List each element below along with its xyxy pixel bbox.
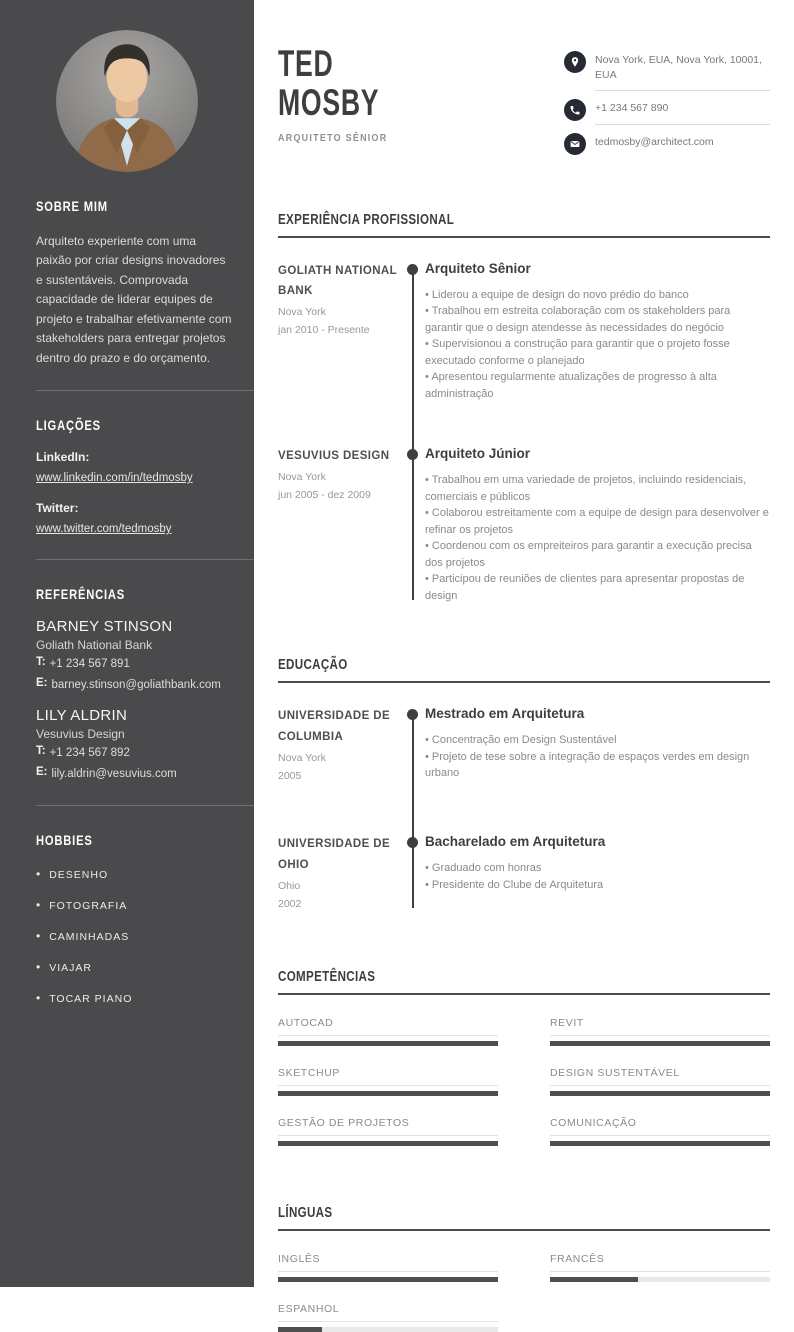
skill-bar: [550, 1041, 770, 1046]
page-title: [278, 44, 419, 122]
contact-row-email: [564, 132, 770, 158]
experience-timeline: [278, 261, 770, 605]
contact-row-phone: [564, 98, 770, 125]
reference-company: Goliath National Bank: [36, 638, 153, 653]
header: [278, 44, 770, 165]
reference-email-row: [36, 677, 232, 694]
hobby-item: • TOCAR PIANO: [36, 991, 232, 1005]
job-bullet: • Liderou a equipe de design do novo prédio do banco: [425, 287, 770, 304]
skill-bar: [550, 1091, 770, 1096]
education-degree: Mestrado em Arquitetura: [425, 706, 585, 722]
reference-item: [36, 707, 232, 782]
job-bullet: • Apresentou regularmente atualizações de progresso à alta administração: [425, 369, 770, 402]
education-heading-rule: [278, 656, 770, 683]
skills-section: [278, 968, 770, 1146]
name-line-1: TED: [278, 43, 334, 84]
job-bullet: • Coordenou com os empreiteiros para garantir a execução precisa dos projetos: [425, 538, 770, 571]
skill-bar-fill: [550, 1041, 770, 1046]
education-timeline: [278, 706, 770, 912]
job-bullet: • Participou de reuniões de clientes para apresentar propostas de design: [425, 571, 770, 604]
hobbies-heading: HOBBIES: [36, 831, 93, 848]
skills-heading-rule: [278, 968, 770, 995]
skill-bar-fill: [278, 1141, 498, 1146]
contact-row-address: [564, 50, 770, 91]
email-icon: [564, 133, 586, 155]
language-bar: [278, 1327, 498, 1332]
contact-list: [564, 50, 770, 165]
hobby-item: • CAMINHADAS: [36, 929, 232, 943]
main-column: [254, 0, 794, 1316]
contact-address: Nova York, EUA, Nova York, 10001, EUA: [595, 50, 770, 91]
reference-item: [36, 618, 232, 693]
job-bullet-list: [425, 472, 770, 604]
education-bullet: • Concentração em Design Sustentável: [425, 732, 770, 749]
reference-phone: +1 234 567 892: [49, 747, 130, 760]
reference-name: LILY ALDRIN: [36, 707, 128, 725]
skill-bar: [550, 1141, 770, 1146]
job-details: [425, 446, 770, 604]
education-info: [278, 706, 425, 784]
language-bar: [550, 1277, 770, 1282]
job-company: GOLIATH NATIONAL BANK: [278, 264, 397, 298]
education-entry: [278, 706, 770, 784]
twitter-link[interactable]: www.twitter.com/tedmosby: [36, 523, 172, 536]
reference-email: lily.aldrin@vesuvius.com: [51, 768, 177, 781]
education-location: Ohio: [278, 879, 301, 892]
job-dates: jan 2010 - Presente: [278, 324, 370, 337]
contact-email: tedmosby@architect.com: [595, 136, 714, 149]
skill-label: AUTOCAD: [278, 1017, 498, 1036]
reference-company: Vesuvius Design: [36, 727, 125, 742]
skill-item: [550, 1067, 770, 1096]
education-bullet-list: [425, 732, 770, 782]
education-heading: EDUCAÇÃO: [278, 657, 348, 674]
reference-phone: +1 234 567 891: [49, 658, 130, 671]
skill-item: [278, 1117, 498, 1146]
connections-section: [36, 391, 254, 537]
professional-title: ARQUITETO SÊNIOR: [278, 132, 388, 145]
hobby-list: [36, 867, 232, 1005]
skill-item: [550, 1017, 770, 1046]
reference-phone-row: [36, 656, 232, 673]
connections-heading: LIGAÇÕES: [36, 417, 101, 434]
skill-item: [278, 1067, 498, 1096]
education-entry: [278, 834, 770, 912]
reference-email: barney.stinson@goliathbank.com: [51, 678, 221, 691]
sidebar: [0, 0, 254, 1287]
job-info: [278, 446, 425, 604]
education-bullet: • Presidente do Clube de Arquitetura: [425, 877, 770, 894]
job-bullet: • Trabalhou em estreita colaboração com os stakeholders para garantir que o design atendesse às necessidades do negócio: [425, 303, 770, 336]
timeline-dot: [407, 264, 418, 275]
linkedin-link[interactable]: www.linkedin.com/in/tedmosby: [36, 472, 193, 485]
education-section: [278, 656, 770, 912]
languages-heading: LÍNGUAS: [278, 1205, 333, 1222]
experience-heading-rule: [278, 211, 770, 238]
education-location: Nova York: [278, 751, 326, 764]
job-bullet: • Colaborou estreitamente com a equipe de design para desenvolver e refinar os projetos: [425, 505, 770, 538]
education-info: [278, 834, 425, 912]
job-title: Arquiteto Sênior: [425, 260, 531, 276]
skills-heading: COMPETÊNCIAS: [278, 969, 376, 986]
skill-bar-fill: [278, 1091, 498, 1096]
job-location: Nova York: [278, 470, 326, 483]
education-year: 2005: [278, 769, 302, 782]
education-school: UNIVERSIDADE DE COLUMBIA: [278, 710, 391, 743]
skill-label: COMUNICAÇÃO: [550, 1117, 770, 1136]
job-title: Arquiteto Júnior: [425, 446, 530, 462]
education-degree: Bacharelado em Arquitetura: [425, 834, 606, 850]
language-item: [278, 1303, 498, 1332]
education-details: [425, 834, 770, 912]
skill-label: DESIGN SUSTENTÁVEL: [550, 1067, 770, 1086]
hobbies-section: [36, 806, 254, 1005]
language-bar-fill: [550, 1277, 638, 1282]
job-bullet-list: [425, 287, 770, 403]
reference-phone-row: [36, 745, 232, 762]
job-info: [278, 261, 425, 403]
phone-label: T:: [36, 656, 46, 669]
skill-bar: [278, 1041, 498, 1046]
experience-heading: EXPERIÊNCIA PROFISSIONAL: [278, 211, 455, 228]
skill-bar-fill: [550, 1141, 770, 1146]
job-bullet: • Supervisionou a construção para garantir que o projeto fosse executado conforme o planejado: [425, 336, 770, 369]
references-section: [36, 560, 254, 783]
skill-bar: [278, 1091, 498, 1096]
email-label: E:: [36, 766, 48, 779]
education-school: UNIVERSIDADE DE OHIO: [278, 838, 391, 871]
language-bar-fill: [278, 1277, 498, 1282]
job-location: Nova York: [278, 306, 326, 319]
twitter-label: Twitter:: [36, 501, 79, 516]
location-pin-icon: [564, 51, 586, 73]
about-section: [36, 172, 254, 368]
skill-bar-fill: [550, 1091, 770, 1096]
languages-section: [278, 1204, 770, 1332]
skill-label: SKETCHUP: [278, 1067, 498, 1086]
language-bar-fill: [278, 1327, 322, 1332]
education-bullet: • Graduado com honras: [425, 860, 770, 877]
experience-section: [278, 211, 770, 605]
languages-grid: [278, 1253, 770, 1332]
skill-label: GESTÃO DE PROJETOS: [278, 1117, 498, 1136]
language-item: [550, 1253, 770, 1282]
language-item: [278, 1253, 498, 1282]
name-block: [278, 44, 419, 146]
profile-photo-illustration: [56, 30, 198, 172]
education-year: 2002: [278, 897, 302, 910]
contact-phone: +1 234 567 890: [595, 98, 770, 125]
job-entry: [278, 446, 770, 604]
reference-email-row: [36, 766, 232, 783]
job-bullet: • Trabalhou em uma variedade de projetos, incluindo residenciais, comerciais e públicos: [425, 472, 770, 505]
education-details: [425, 706, 770, 784]
skill-item: [278, 1017, 498, 1046]
language-bar: [278, 1277, 498, 1282]
skill-label: REVIT: [550, 1017, 770, 1036]
name-line-2: MOSBY: [278, 82, 380, 124]
languages-heading-rule: [278, 1204, 770, 1231]
about-heading: SOBRE MIM: [36, 198, 108, 214]
phone-label: T:: [36, 745, 46, 758]
education-bullet-list: [425, 860, 770, 893]
job-details: [425, 261, 770, 403]
hobby-item: • FOTOGRAFIA: [36, 898, 232, 912]
job-dates: jun 2005 - dez 2009: [278, 489, 371, 502]
skill-bar-fill: [278, 1041, 498, 1046]
language-label: ESPANHOL: [278, 1303, 498, 1322]
language-label: INGLÊS: [278, 1253, 498, 1272]
job-entry: [278, 261, 770, 403]
job-company: VESUVIUS DESIGN: [278, 450, 390, 463]
reference-name: BARNEY STINSON: [36, 618, 173, 636]
twitter-group: [36, 501, 232, 537]
hobby-item: • VIAJAR: [36, 960, 232, 974]
education-bullet: • Projeto de tese sobre a integração de espaços verdes em design urbano: [425, 749, 770, 782]
references-heading: REFERÊNCIAS: [36, 586, 126, 603]
linkedin-label: LinkedIn:: [36, 450, 90, 465]
skill-item: [550, 1117, 770, 1146]
phone-icon: [564, 99, 586, 121]
skill-bar: [278, 1141, 498, 1146]
about-text: Arquiteto experiente com uma paixão por criar designs inovadores e sustentáveis. Comprovada capacidade de liderar equipes de projeto e trabalhar efetivamente com stakeholders para entregar projetos dentro do prazo e do orçamento.: [36, 234, 232, 365]
skills-grid: [278, 1017, 770, 1146]
hobby-item: • DESENHO: [36, 867, 232, 881]
linkedin-group: [36, 450, 232, 486]
email-label: E:: [36, 676, 48, 689]
profile-photo: [56, 30, 198, 172]
language-label: FRANCÊS: [550, 1253, 770, 1272]
